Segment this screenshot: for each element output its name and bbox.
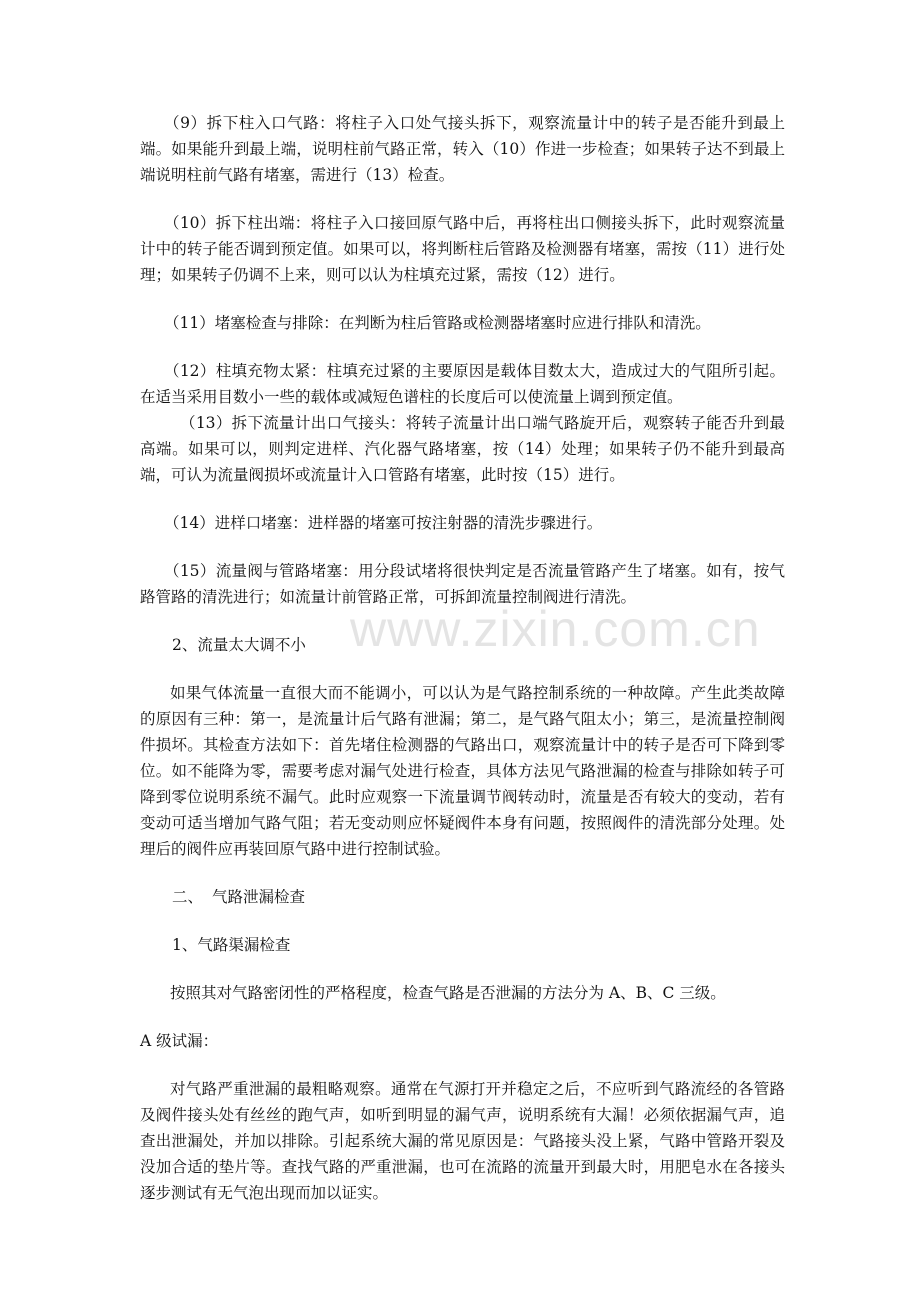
section-heading-gas-leak bbox=[140, 884, 785, 910]
paragraph-step-12: （12）柱填充物太紧：柱填充过紧的主要原因是载体目数太大，造成过大的气阻所引起。在适当采用目数小一些的载体或减短色谱柱的长度后可以使流量上调到预定值。 bbox=[140, 362, 785, 406]
paragraph-level-a: 对气路严重泄漏的最粗略观察。通常在气源打开并稳定之后，不应听到气路流经的各管路及阀件接头处有丝丝的跑气声，如听到明显的漏气声，说明系统有大漏！必须依据漏气声，追查出泄漏处，并加以排除。引起系统大漏的常见原因是：气路接头没上紧，气路中管路开裂及没加合适的垫片等。查找气路的严重泄漏，也可在流路的流量开到最大时，用肥皂水在各接头逐步测试有无气泡出现而加以证实。 bbox=[140, 1080, 785, 1202]
subheading-flow-too-large: 2、流量太大调不小 bbox=[172, 636, 306, 654]
subheading-gas-leak-check: 1、气路渠漏检查 bbox=[172, 936, 291, 954]
paragraph-step-13: （13）拆下流量计出口气接头：将转子流量计出口端气路旋开后，观察转子能否升到最高端。如果可以，则判定进样、汽化器气路堵塞，按（14）处理；如果转子仍不能升到最高端，可认为流量阀损坏或流量计入口管路有堵塞，此时按（15）进行。 bbox=[140, 414, 785, 484]
document-page bbox=[140, 110, 785, 1206]
paragraph-step-10: （10）拆下柱出端：将柱子入口接回原气路中后，再将柱出口侧接头拆下，此时观察流量计中的转子能否调到预定值。如果可以，将判断柱后管路及检测器有堵塞，需按（11）进行处理；如果转子仍调不上来，则可以认为柱填充过紧，需按（12）进行。 bbox=[140, 214, 785, 284]
paragraph-step-9: （9）拆下柱入口气路：将柱子入口处气接头拆下，观察流量计中的转子是否能升到最上端。如果能升到最上端，说明柱前气路正常，转入（10）作进一步检查；如果转子达不到最上端说明柱前气路有堵塞，需进行（13）检查。 bbox=[140, 114, 785, 184]
paragraph-method-levels: 按照其对气路密闭性的严格程度，检查气路是否泄漏的方法分为 A、B、C 三级。 bbox=[170, 984, 726, 1002]
paragraph-flow-too-large: 如果气体流量一直很大而不能调小，可以认为是气路控制系统的一种故障。产生此类故障的原因有三种：第一，是流量计后气路有泄漏；第二，是气路气阻太小；第三，是流量控制阀件损坏。其检查方法如下：首先堵住检测器的气路出口，观察流量计中的转子是否可下降到零位。如不能降为零，需要考虑对漏气处进行检查，具体方法见气路泄漏的检查与排除如转子可降到零位说明系统不漏气。此时应观察一下流量调节阀转动时，流量是否有较大的变动，若有变动可适当增加气路气阻；若无变动则应怀疑阀件本身有问题，按照阀件的清洗部分处理。处理后的阀件应再装回原气路中进行控制试验。 bbox=[140, 684, 785, 858]
section-title: 气路泄漏检查 bbox=[212, 888, 306, 906]
paragraph-step-15: （15）流量阀与管路堵塞：用分段试堵将很快判定是否流量管路产生了堵塞。如有，按气路管路的清洗进行；如流量计前管路正常，可拆卸流量控制阀进行清洗。 bbox=[140, 562, 785, 606]
watermark: www.zixin.com.cn bbox=[350, 601, 761, 657]
label-level-a-test: A 级试漏： bbox=[140, 1032, 219, 1050]
section-number: 二、 bbox=[172, 888, 204, 906]
paragraph-step-11: （11）堵塞检查与排除：在判断为柱后管路或检测器堵塞时应进行排队和清洗。 bbox=[164, 314, 711, 332]
paragraph-step-14: （14）进样口堵塞：进样器的堵塞可按注射器的清洗步骤进行。 bbox=[164, 514, 603, 532]
